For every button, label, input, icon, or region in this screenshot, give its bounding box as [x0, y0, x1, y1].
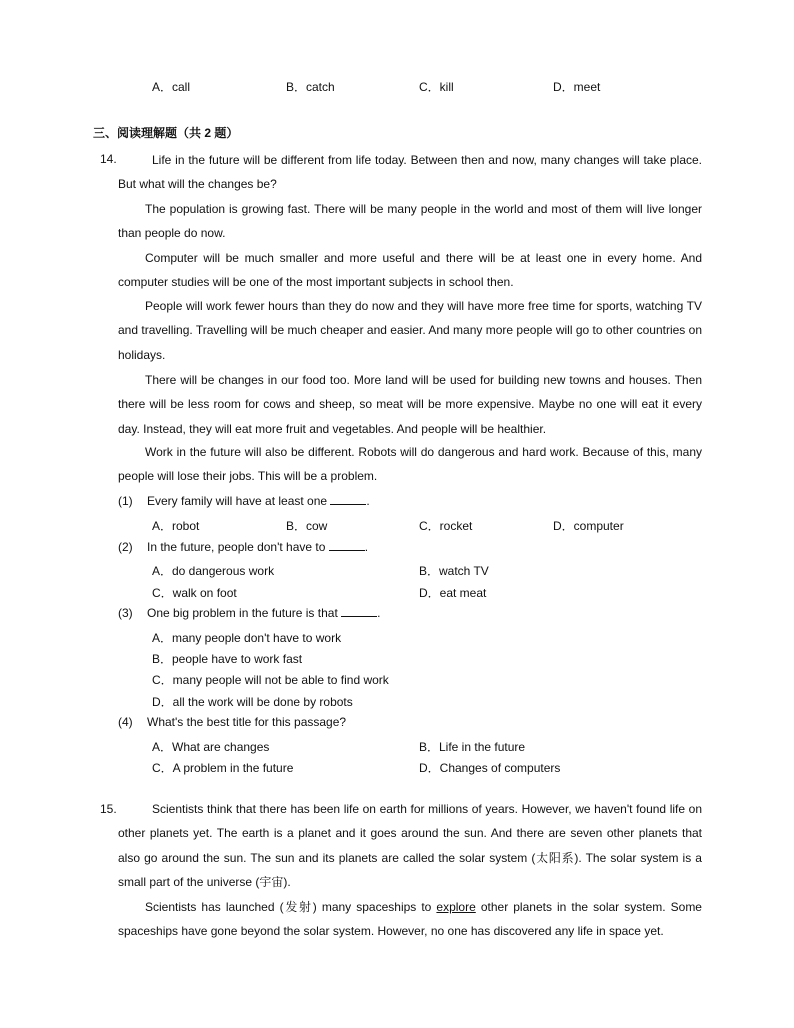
option-d[interactable]: D．all the work will be done by robots [152, 695, 353, 709]
option-d[interactable]: D．eat meat [419, 586, 487, 600]
section-heading-suffix: 题） [211, 126, 239, 140]
underlined-word: explore [436, 900, 476, 914]
answer-blank [330, 494, 366, 505]
passage-paragraph-6: Work in the future will also be different. Robots will do dangerous and hard work. Because of this, many people will lose their jobs. This will be a problem. [118, 445, 702, 484]
subquestion-stem: What's the best title for this passage? [147, 715, 347, 729]
option-b[interactable]: B．watch TV [419, 564, 489, 578]
question-number: 14. [100, 152, 117, 166]
answer-blank [341, 606, 377, 617]
option-d[interactable]: D．meet [553, 80, 601, 94]
option-a[interactable]: A．What are changes [152, 740, 270, 754]
option-a[interactable]: A．do dangerous work [152, 564, 275, 578]
subquestion-number: (4) [118, 715, 133, 729]
option-a[interactable]: A．call [152, 80, 191, 94]
section-heading-prefix: 三、阅读理解题（共 [93, 126, 205, 140]
passage-paragraph-4: People will work fewer hours than they do now and they will have more free time for sports, watching TV and travelling. Travelling will be much cheaper and easier. And many more people will go to other countries on holidays. [118, 299, 702, 362]
subquestion-stem: Every family will have at least one . [147, 494, 370, 508]
passage-paragraph-5: There will be changes in our food too. More land will be used for building new towns and houses. Then there will be less room for cows and sheep, so meat will be more expensive. Maybe no one will eat it every day. Instead, they will eat more fruit and vegetables. And people will be healthier. [118, 373, 702, 436]
option-b[interactable]: B．people have to work fast [152, 652, 303, 666]
question-number: 15. [100, 802, 117, 816]
subquestion-number: (1) [118, 494, 133, 508]
subquestion-number: (2) [118, 540, 133, 554]
option-d[interactable]: D．Changes of computers [419, 761, 561, 775]
section-heading [93, 124, 238, 141]
option-c[interactable]: C．many people will not be able to find work [152, 673, 389, 687]
option-a[interactable]: A．robot [152, 519, 200, 533]
option-c[interactable]: C．A problem in the future [152, 761, 294, 775]
answer-blank [329, 540, 365, 551]
passage-paragraph-1: Life in the future will be different from life today. Between then and now, many changes will take place. But what will the changes be? [118, 153, 702, 192]
subquestion-number: (3) [118, 606, 133, 620]
option-c[interactable]: C．rocket [419, 519, 473, 533]
option-c[interactable]: C．kill [419, 80, 454, 94]
passage-paragraph-2: The population is growing fast. There will be many people in the world and most of them will live longer than people do now. [118, 202, 702, 241]
passage-paragraph-3: Computer will be much smaller and more useful and there will be at least one in every home. And computer studies will be one of the most important subjects in school then. [118, 251, 702, 290]
option-b[interactable]: B．catch [286, 80, 335, 94]
option-c[interactable]: C．walk on foot [152, 586, 237, 600]
section-question-count: 2 [204, 126, 212, 140]
option-d[interactable]: D．computer [553, 519, 624, 533]
option-b[interactable]: B．Life in the future [419, 740, 526, 754]
subquestion-stem: One big problem in the future is that . [147, 606, 381, 620]
option-a[interactable]: A．many people don't have to work [152, 631, 342, 645]
option-b[interactable]: B．cow [286, 519, 328, 533]
passage-paragraph-2: Scientists has launched (发射) many spaceships to explore other planets in the solar system. Some spaceships have gone beyond the solar system. However, no one has discovered any life in space yet. [118, 900, 702, 939]
passage-paragraph-1: Scientists think that there has been life on earth for millions of years. However, we haven't found life on other planets yet. The earth is a planet and it goes around the sun. And there are seven other planets that also go around the sun. The sun and its planets are called the solar system (太阳系). The solar system is a small part of the universe (宇宙). [118, 802, 702, 890]
subquestion-stem: In the future, people don't have to . [147, 540, 369, 554]
